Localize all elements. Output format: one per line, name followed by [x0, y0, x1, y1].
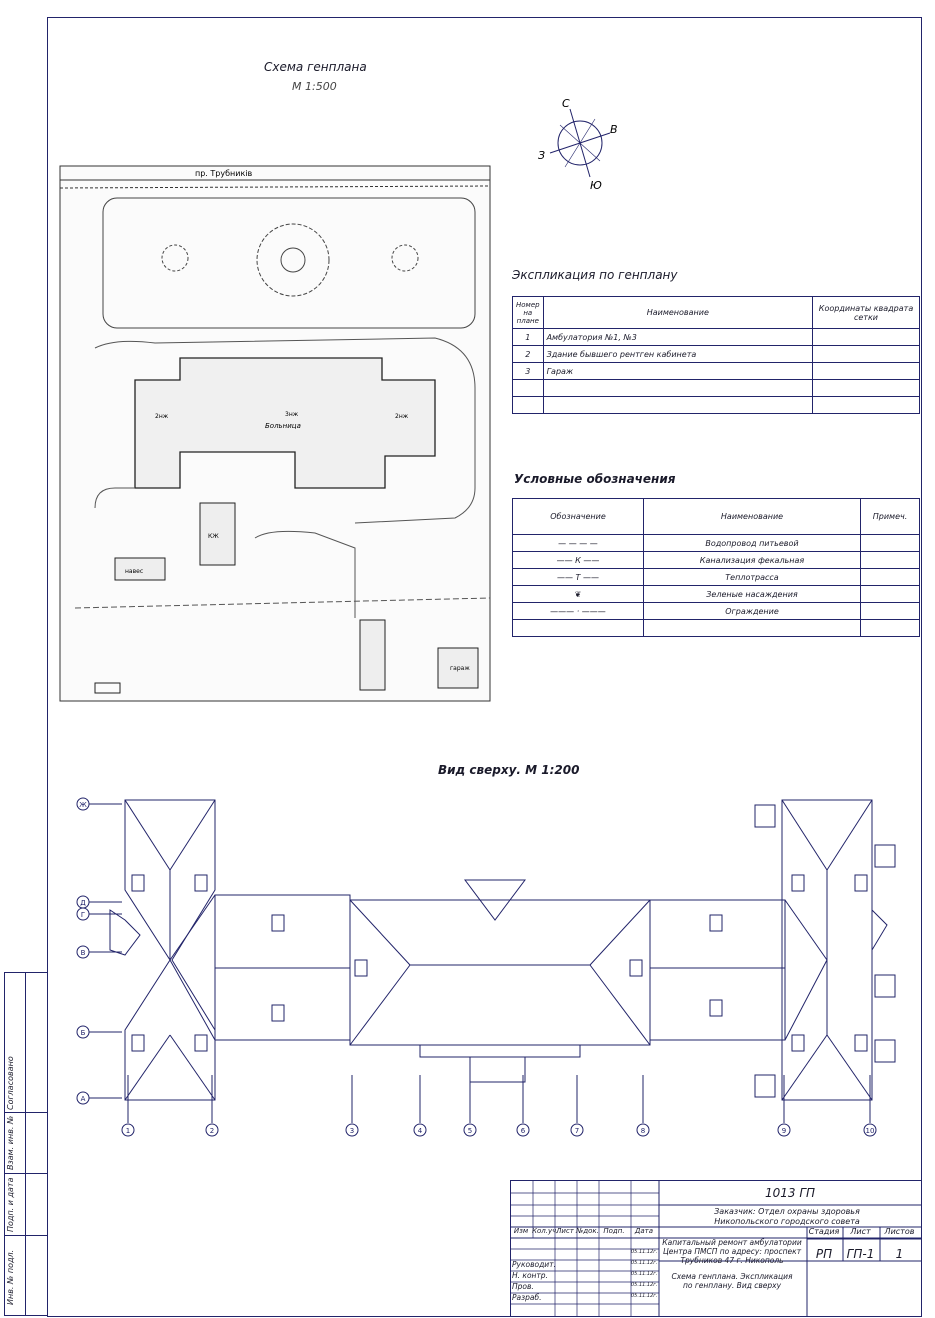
tb-date-2: 05.11.12г.	[631, 1260, 658, 1266]
legend-title: Условные обозначения	[514, 472, 676, 486]
explication-header-number: Номер на плане	[513, 297, 544, 329]
legend-note	[861, 535, 920, 552]
tb-col-izm: Изм	[513, 1227, 529, 1235]
cell-coords	[813, 397, 920, 414]
tb-role-norm: Н. контр.	[512, 1271, 548, 1280]
row-axis-label: В	[80, 949, 86, 957]
kzh-label: КЖ	[208, 533, 219, 540]
tb-col-sign: Подп.	[603, 1227, 625, 1235]
tb-col-date: Дата	[634, 1227, 654, 1235]
tb-date-1: 05.11.12г.	[631, 1249, 658, 1255]
col-axis-label: 2	[209, 1127, 215, 1135]
cell-name	[543, 397, 812, 414]
legend-name: Зеленые насаждения	[644, 586, 861, 603]
row-axis-label: Б	[80, 1029, 86, 1037]
legend-header-symbol: Обозначение	[513, 499, 644, 535]
legend-header-note: Примеч.	[861, 499, 920, 535]
legend-note	[861, 586, 920, 603]
legend-symbol: — — — —	[513, 535, 644, 552]
compass-rose	[535, 95, 630, 195]
tb-col-kol: Кол.уч.	[532, 1227, 559, 1235]
col-axis-label: 6	[520, 1127, 526, 1135]
legend-header-name: Наименование	[644, 499, 861, 535]
table-row	[513, 535, 920, 552]
compass-east: В	[610, 123, 618, 136]
tb-date-5: 05.11.12г.	[631, 1293, 658, 1299]
cell-coords	[813, 329, 920, 346]
legend-table	[512, 498, 920, 637]
cell-coords	[813, 363, 920, 380]
legend-name: Канализация фекальная	[644, 552, 861, 569]
legend-name: Водопровод питьевой	[644, 535, 861, 552]
building-name: Больница	[265, 422, 301, 430]
legend-name: Ограждение	[644, 603, 861, 620]
tb-date-3: 05.11.12г.	[631, 1271, 658, 1277]
shed-label: навес	[125, 568, 144, 575]
cell-name: Здание бывшего рентген кабинета	[543, 346, 812, 363]
cell-coords	[813, 380, 920, 397]
legend-symbol: —— К ——	[513, 552, 644, 569]
tb-role-head: Руководит.	[512, 1260, 556, 1269]
explication-header-name: Наименование	[543, 297, 812, 329]
street-label: пр. Трубників	[195, 169, 253, 178]
row-axis-label: А	[80, 1095, 86, 1103]
tb-col-list: Лист	[556, 1227, 574, 1235]
table-row	[513, 363, 920, 380]
compass-west: З	[538, 149, 546, 162]
cell-name: Амбулатория №1, №3	[543, 329, 812, 346]
roof-top-view	[60, 790, 910, 1150]
stamp-inventory: Инв. № подл.	[6, 1249, 15, 1305]
col-axis-label: 8	[640, 1127, 646, 1135]
tb-col-doc: №док.	[576, 1227, 599, 1235]
table-row	[513, 620, 920, 637]
site-plan	[55, 158, 500, 708]
explication-table	[512, 296, 920, 414]
table-row	[513, 603, 920, 620]
legend-name	[644, 620, 861, 637]
tb-sheet-title: Схема генплана. Экспликация по генплану. Вид сверху	[671, 1272, 793, 1290]
legend-symbol	[513, 620, 644, 637]
tb-project: Капитальный ремонт амбулатории Центра ПМСП по адресу: проспект Трубников 47 г. Никополь	[662, 1238, 802, 1265]
floors-center: 3нж	[285, 411, 299, 418]
cell-name: Гараж	[543, 363, 812, 380]
compass-north: С	[562, 97, 570, 110]
col-axis-label: 7	[574, 1127, 580, 1135]
legend-note	[861, 552, 920, 569]
tb-sheets-header: Листов	[884, 1227, 915, 1236]
tb-stage-header: Стадия	[808, 1227, 840, 1236]
legend-symbol: ——— · ———	[513, 603, 644, 620]
legend-name: Теплотрасса	[644, 569, 861, 586]
tb-code: 1013 ГП	[764, 1186, 816, 1200]
table-row	[513, 552, 920, 569]
tb-sheet-header: Лист	[850, 1227, 871, 1236]
table-row	[513, 397, 920, 414]
tree-icon: ❦	[513, 586, 644, 603]
tb-sheet: ГП-1	[846, 1247, 875, 1261]
table-row	[513, 346, 920, 363]
table-row	[513, 380, 920, 397]
genplan-scale: М 1:500	[292, 80, 337, 93]
cell-number: 1	[513, 329, 544, 346]
col-axis-label: 9	[781, 1127, 787, 1135]
table-row	[513, 586, 920, 603]
col-axis-label: 3	[349, 1127, 355, 1135]
tb-client: Заказчик: Отдел охраны здоровья Никопольского городского совета	[714, 1207, 860, 1226]
tb-role-dev: Разраб.	[512, 1293, 542, 1302]
legend-note	[861, 569, 920, 586]
explication-title: Экспликация по генплану	[512, 268, 678, 282]
cell-number	[513, 380, 544, 397]
floors-left: 2нж	[155, 413, 169, 420]
row-axis-label: Ж	[79, 801, 87, 809]
col-axis-label: 5	[467, 1127, 473, 1135]
cell-coords	[813, 346, 920, 363]
cell-number: 2	[513, 346, 544, 363]
table-row	[513, 329, 920, 346]
col-axis-label: 1	[125, 1127, 131, 1135]
genplan-title: Схема генплана	[264, 60, 367, 74]
tb-role-check: Пров.	[512, 1282, 534, 1291]
explication-header-coords: Координаты квадрата сетки	[813, 297, 920, 329]
cell-number: 3	[513, 363, 544, 380]
tb-stage: РП	[815, 1247, 833, 1261]
row-axis-label: Д	[80, 899, 86, 907]
stamp-signature: Подп. и дата	[6, 1177, 15, 1232]
topview-title: Вид сверху. М 1:200	[438, 763, 580, 777]
stamp-agreed: Согласовано	[6, 1056, 15, 1110]
tb-sheets: 1	[895, 1247, 904, 1261]
tb-date-4: 05.11.12г.	[631, 1282, 658, 1288]
legend-note	[861, 620, 920, 637]
legend-note	[861, 603, 920, 620]
legend-symbol: —— Т ——	[513, 569, 644, 586]
cell-name	[543, 380, 812, 397]
cell-number	[513, 397, 544, 414]
table-row	[513, 569, 920, 586]
col-axis-label: 10	[865, 1127, 875, 1135]
floors-right: 2нж	[395, 413, 409, 420]
garage-label: гараж	[450, 665, 470, 672]
col-axis-label: 4	[417, 1127, 423, 1135]
row-axis-label: Г	[80, 911, 86, 919]
stamp-replaced: Взам. инв. №	[6, 1115, 15, 1170]
compass-south: Ю	[590, 179, 602, 192]
